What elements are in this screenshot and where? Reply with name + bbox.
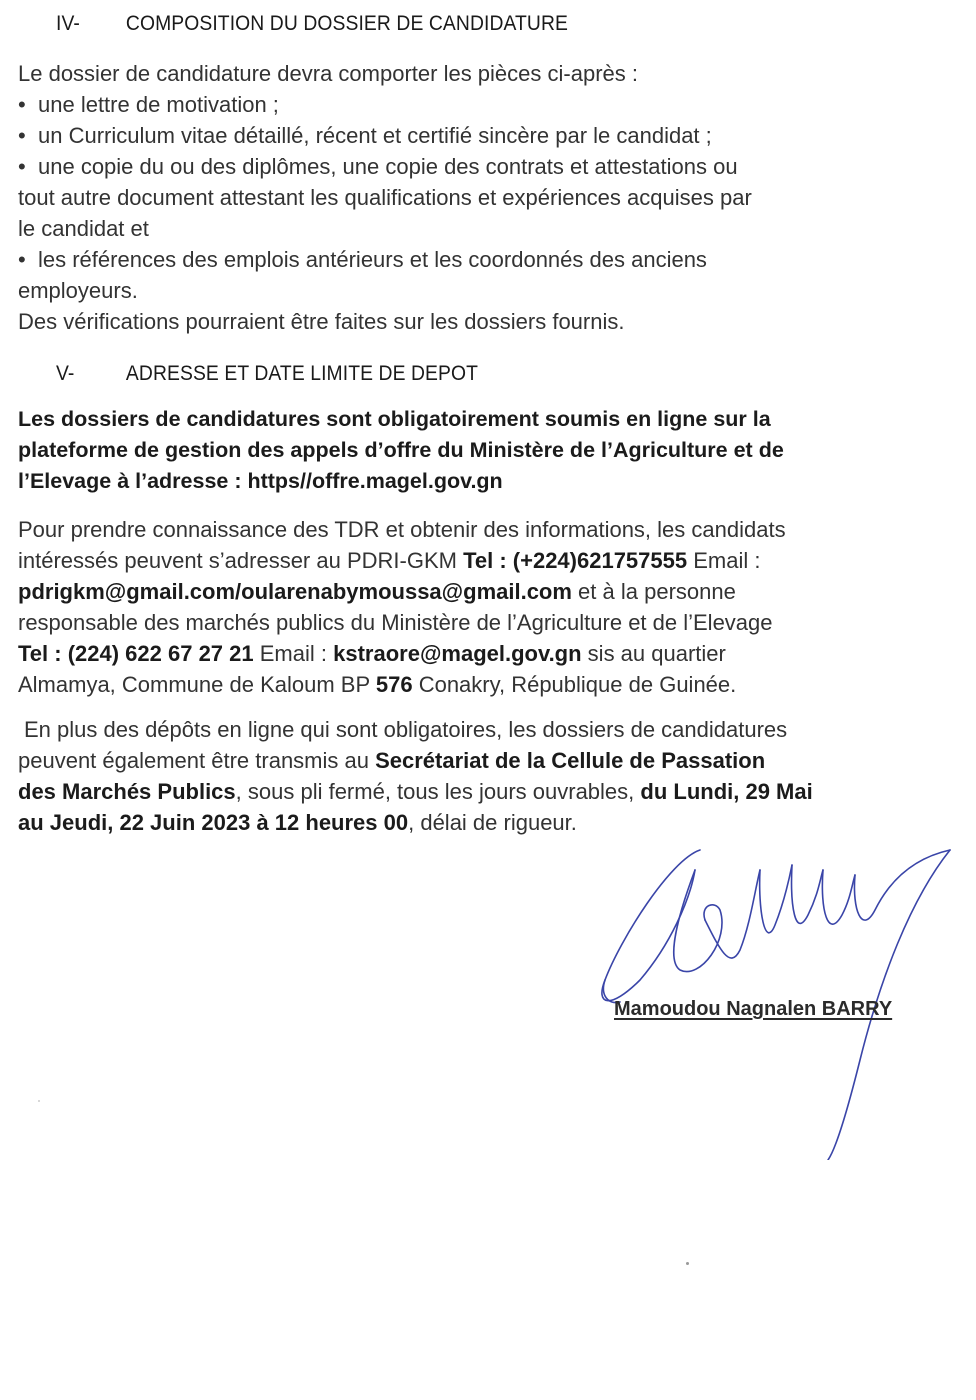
bullet-icon: • [18, 247, 26, 272]
section-number: V- [56, 362, 75, 385]
scan-speck [686, 1262, 689, 1265]
section-v-heading [56, 362, 478, 386]
list-item: • une lettre de motivation ; [18, 89, 958, 120]
email-address: pdrigkm@gmail.com/oularenabymoussa@gmail.com [18, 579, 572, 604]
intro-text: Le dossier de candidature devra comporter les pièces ci-après : [18, 61, 638, 86]
po-box: 576 [375, 672, 413, 697]
list-item-continuation: tout autre document attestant les qualifications et expériences acquises par [18, 185, 752, 210]
section-iv-heading [56, 12, 568, 36]
signature-icon [580, 830, 976, 1160]
list-item-continuation: le candidat et [18, 216, 149, 241]
section-number: IV- [56, 12, 80, 35]
deposit-info: En plus des dépôts en ligne qui sont obligatoires, les dossiers de candidatures peuvent également être transmis au Secrétariat de la Cellule de Passation des Marchés Publics, sous pli fermé, tous les jours ouvrables, du Lundi, 29 Mai au Jeudi, 22 Juin 2023 à 12 heures 00, délai de rigueur. [18, 717, 813, 835]
list-item: • les références des emplois antérieurs et les coordonnés des anciens [18, 244, 958, 275]
section-iv-body [18, 58, 958, 337]
scan-speck [38, 1100, 40, 1102]
section-title: COMPOSITION DU DOSSIER DE CANDIDATURE [125, 12, 569, 35]
signatory-name: Mamoudou Nagnalen BARRY [614, 998, 893, 1020]
list-item: • un Curriculum vitae détaillé, récent et certifié sincère par le candidat ; [18, 120, 958, 151]
phone-number: Tel : (224) 622 67 27 21 [18, 641, 254, 666]
list-item-continuation: employeurs. [18, 278, 138, 303]
phone-number: Tel : (+224)621757555 [463, 548, 688, 573]
deadline-end: au Jeudi, 22 Juin 2023 à 12 heures 00 [18, 810, 409, 835]
closing-text: Des vérifications pourraient être faites sur les dossiers fournis. [18, 309, 625, 334]
section-title: ADRESSE ET DATE LIMITE DE DEPOT [125, 362, 479, 385]
deadline-start: du Lundi, 29 Mai [640, 779, 813, 804]
email-address: kstraore@magel.gov.gn [333, 641, 582, 666]
bullet-icon: • [18, 154, 26, 179]
list-item: • une copie du ou des diplômes, une copie des contrats et attestations ou [18, 151, 958, 182]
contact-info: Pour prendre connaissance des TDR et obtenir des informations, les candidats intéressés peuvent s’adresser au PDRI-GKM Tel : (+224)621757555 Email : pdrigkm@gmail.com/oularenabymoussa@gmail.com et à la personne responsable des marchés publics du Ministère de l’Agriculture et de l’Elevage Tel : (224) 622 67 27 21 Email : kstraore@magel.gov.gn sis au quartier Almamya, Commune de Kaloum BP 576 Conakry, République de Guinée. [18, 517, 786, 697]
bullet-icon: • [18, 123, 26, 148]
online-notice: Les dossiers de candidatures sont obligatoirement soumis en ligne sur la plateforme de gestion des appels d’offre du Ministère de l’Agriculture et de l’Elevage à l’adresse : https//offre.magel.gov.gn [18, 407, 784, 493]
bullet-icon: • [18, 92, 26, 117]
